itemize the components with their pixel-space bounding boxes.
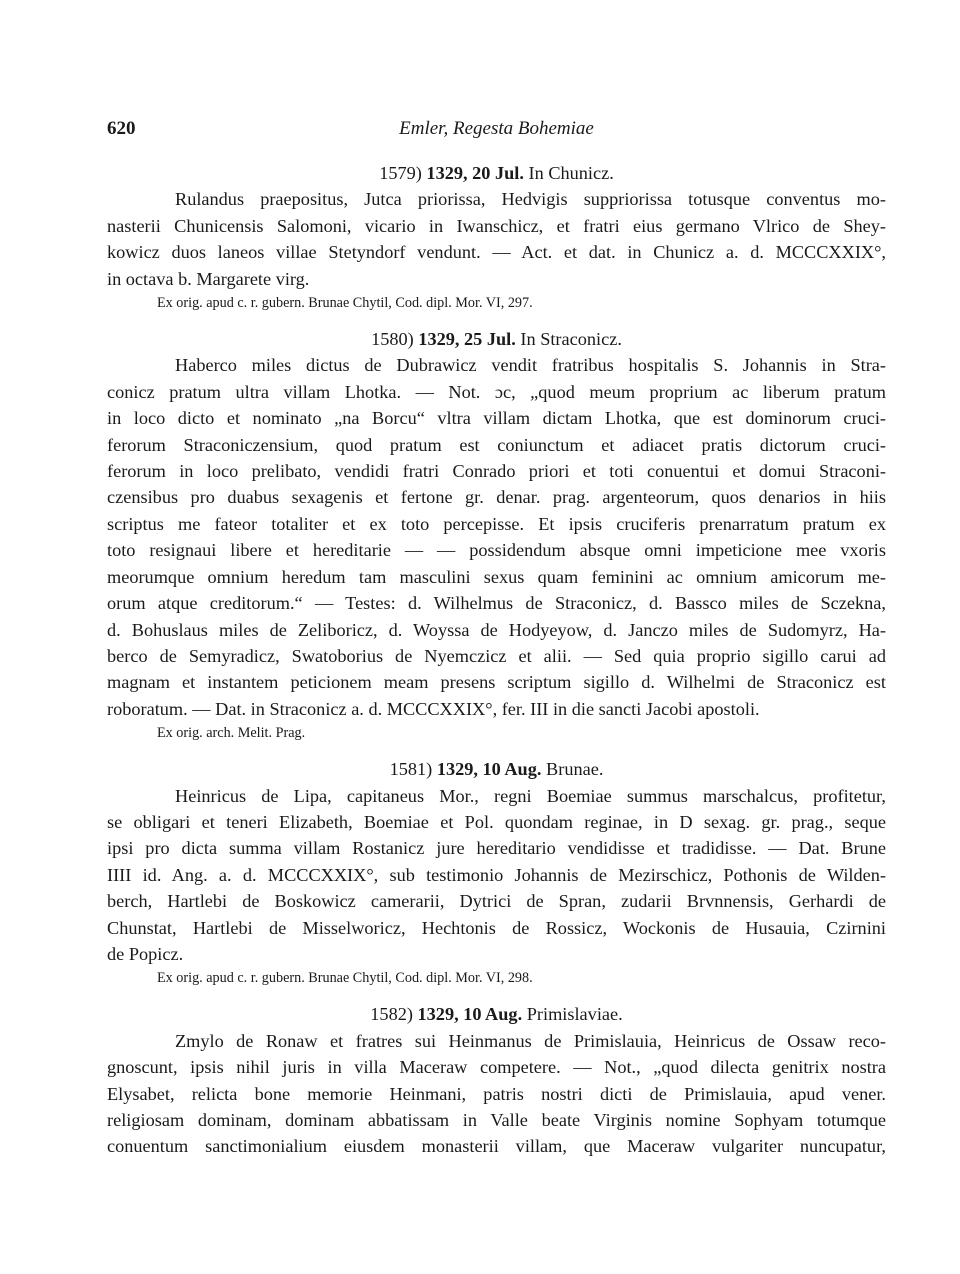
text-line: ferorum Straconiczensium, quod pratum est coniunctum et adiacet pratis dictorum cruci- (107, 434, 886, 455)
entry-date: 1329, 10 Aug. (436, 759, 542, 780)
entry-date: 1329, 20 Jul. (426, 163, 524, 183)
text-line: toto resignaui libere et hereditarie — — possidendum absque omni impeticione mee vxoris (107, 540, 886, 561)
text-line: czensibus pro duabus sexagenis et fertone gr. denar. prag. argenteorum, quos denarios in hiis (107, 487, 886, 508)
regest-entry-1580 (107, 326, 886, 744)
text-line: in loco dicto et nominato „na Borcu“ vltra villam dictam Lhotka, que est dominorum cruci- (107, 408, 886, 429)
entry-body (107, 783, 886, 968)
source-note: Ex orig. apud c. r. gubern. Brunae Chytil, Cod. dipl. Mor. VI, 298. (157, 970, 533, 987)
page-number: 620 (107, 118, 136, 139)
text-line: ferorum in loco prelibato, vendidi fratri Conrado priori et toti conuentui et domui Straconi- (107, 461, 886, 482)
text-line: Zmylo de Ronaw et fratres sui Heinmanus de Primislauia, Heinricus de Ossaw reco- (175, 1030, 886, 1051)
text-line: orum atque creditorum.“ — Testes: d. Wilhelmus de Straconicz, d. Bassco miles de Sczekna, (107, 593, 886, 614)
page-header (107, 118, 886, 146)
regest-entry-1579 (107, 160, 886, 314)
text-line: scriptus me fateor totaliter et ex toto percepisse. Et ipsis cruciferis prenarratum pratum ex (107, 513, 886, 534)
entry-body (107, 186, 886, 292)
text-line: conicz pratum ultra villam Lhotka. — Not. ɔc, „quod meum proprium ac liberum pratum (107, 381, 886, 402)
text-line: in octava b. Margarete virg. (107, 268, 310, 289)
text-line: ipsi pro dicta summa villam Rostanicz jure hereditario vendidisse et tradidisse. — Dat. Brune (107, 838, 886, 859)
entry-place: In Chunicz. (528, 163, 614, 183)
entry-number: 1579) (379, 163, 422, 183)
entry-body (107, 1028, 886, 1160)
text-line: nasterii Chunicensis Salomoni, vicario in Iwanschicz, et fratri eius germano Vlrico de Shey- (107, 215, 886, 236)
text-line: berco de Semyradicz, Swatoborius de Nyemczicz et alii. — Sed quia proprio sigillo carui ad (107, 645, 886, 666)
text-line: Chunstat, Hartlebi de Misselworicz, Hechtonis de Rossicz, Wockonis de Husauia, Czirnini (107, 917, 886, 938)
text-line: Haberco miles dictus de Dubrawicz vendit fratribus hospitalis S. Johannis in Stra- (175, 355, 886, 376)
regest-entry-1582 (107, 1001, 886, 1159)
entry-place: Brunae. (546, 759, 604, 780)
entry-body (107, 352, 886, 722)
text-line: IIII id. Ang. a. d. MCCCXXIX°, sub testimonio Johannis de Mezirschicz, Pothonis de Wilden- (107, 864, 886, 885)
entry-date: 1329, 10 Aug. (417, 1004, 523, 1025)
entry-date: 1329, 25 Jul. (418, 329, 516, 350)
text-line: d. Bohuslaus miles de Zeliboricz, d. Woyssa de Hodyeyow, d. Janczo miles de Sudomyrz, Ha- (107, 619, 886, 640)
source-note: Ex orig. arch. Melit. Prag. (157, 725, 306, 742)
text-line: meorumque omnium heredum tam masculini sexus quam feminini ac omnium amicorum me- (107, 566, 886, 587)
text-line: Heinricus de Lipa, capitaneus Mor., regni Boemiae summus marschalcus, profitetur, (175, 785, 886, 806)
entry-heading (107, 756, 886, 782)
entry-number: 1582) (370, 1004, 413, 1025)
text-line: Rulandus praepositus, Jutca priorissa, Hedvigis suppriorissa totusque conventus mo- (175, 189, 886, 210)
entry-heading (107, 160, 886, 186)
text-line: se obligari et teneri Elizabeth, Boemiae et Pol. quondam reginae, in D sexag. gr. prag., seque (107, 811, 886, 832)
text-line: roboratum. — Dat. in Straconicz a. d. MCCCXXIX°, fer. III in die sancti Jacobi apostoli. (107, 698, 760, 719)
entry-heading (107, 1001, 886, 1027)
running-title: Emler, Regesta Bohemiae (399, 118, 594, 139)
text-line: magnam et instantem peticionem meam presens scriptum sigillo d. Wilhelmi de Straconicz est (107, 672, 886, 693)
entry-heading (107, 326, 886, 352)
text-line: Elysabet, relicta bone memorie Heinmani, patris nostri dicti de Primislauia, apud vener. (107, 1083, 886, 1104)
entry-place: Primislaviae. (526, 1004, 623, 1025)
entry-number: 1580) (371, 329, 414, 350)
text-line: kowicz duos laneos villae Stetyndorf vendunt. — Act. et dat. in Chunicz a. d. MCCCXXIX°, (107, 242, 886, 263)
entry-number: 1581) (389, 759, 433, 780)
source-note: Ex orig. apud c. r. gubern. Brunae Chytil, Cod. dipl. Mor. VI, 297. (157, 295, 533, 312)
text-line: berch, Hartlebi de Boskowicz camerarii, Dytrici de Spran, zudarii Brvnnensis, Gerhardi de (107, 891, 886, 912)
text-line: gnoscunt, ipsis nihil juris in villa Maceraw competere. — Not., „quod dilecta genitrix nostra (107, 1057, 886, 1078)
entry-place: In Straconicz. (520, 329, 622, 350)
page-content (107, 160, 886, 1160)
regest-entry-1581 (107, 756, 886, 989)
text-line: conuentum sanctimonialium eiusdem monasterii villam, que Maceraw vulgariter nuncupatur, (107, 1136, 886, 1157)
text-line: religiosam dominam, dominam abbatissam in Valle beate Virginis nomine Sophyam totumque (107, 1110, 886, 1130)
text-line: de Popicz. (107, 943, 184, 964)
